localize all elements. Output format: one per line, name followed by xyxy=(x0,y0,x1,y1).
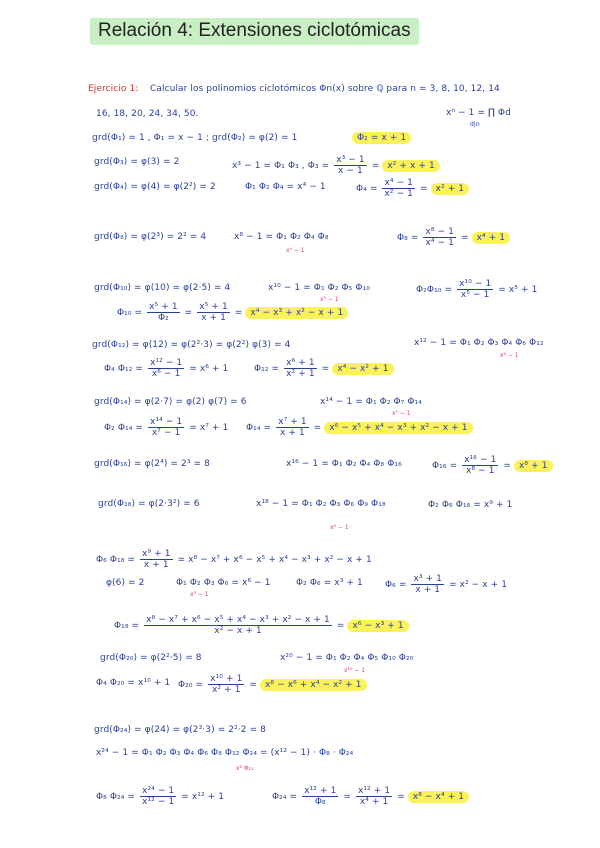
line-phi14-relation: x¹⁴ − 1 = Φ₁ Φ₂ Φ₇ Φ₁₄ xyxy=(320,397,422,407)
annotation-phi12: x⁶ − 1 xyxy=(500,352,519,359)
line-phi20-relation: x²⁰ − 1 = Φ₁ Φ₂ Φ₄ Φ₅ Φ₁₀ Φ₂₀ xyxy=(280,653,414,663)
fraction-phi4 xyxy=(382,178,415,199)
fraction-num: x¹² − 1 xyxy=(150,358,183,368)
fraction-num: x⁵ + 1 xyxy=(149,302,178,312)
fraction-den: x⁷ − 1 xyxy=(151,428,181,438)
line-grd-phi20: grd(Φ₂₀) = φ(2²·5) = 8 xyxy=(100,653,202,663)
fraction-num: x⁵ + 1 xyxy=(199,302,228,312)
phi2phi10-lhs: Φ₂Φ₁₀ = xyxy=(416,285,453,295)
phi2phi14-lhs: Φ₂ Φ₁₄ = xyxy=(104,423,144,433)
line-phi4-result: Φ₄ = $\frac{\text{x⁴ − 1}}{\text{x² − 1}}$ = x² + 1 xyxy=(356,178,469,199)
line-phi14-result: Φ₁₄ = $\frac{\text{x⁷ + 1}}{x + 1}$ = x⁶ − x⁵ + x⁴ − x³ + x² − x + 1 xyxy=(246,417,473,438)
line-phi18-relation: x¹⁸ − 1 = Φ₁ Φ₂ Φ₃ Φ₆ Φ₉ Φ₁₈ xyxy=(256,499,386,509)
fraction-num: x¹² + 1 xyxy=(358,786,391,796)
line-grd-phi10: grd(Φ₁₀) = φ(10) = φ(2·5) = 4 xyxy=(94,283,231,293)
fraction-num: x¹⁶ − 1 xyxy=(464,455,497,465)
line-phi8phi24 xyxy=(96,786,224,807)
phi20-lhs: Φ₂₀ = xyxy=(178,680,204,690)
fraction-den: x⁵ − 1 xyxy=(460,290,490,300)
fraction-den: Φ₂ xyxy=(157,313,169,323)
product-formula: xⁿ − 1 = ∏ Φd xyxy=(446,108,511,118)
fraction-num: x⁸ − 1 xyxy=(425,227,454,237)
page-title: Relación 4: Extensiones ciclotómicas xyxy=(90,18,419,45)
phi16-lhs: Φ₁₆ = xyxy=(432,461,458,471)
result-phi20: x⁸ − x⁶ + x⁴ − x² + 1 xyxy=(260,679,367,691)
line-grd-phi3: grd(Φ₃) = φ(3) = 2 xyxy=(94,157,180,167)
fraction-phi10-b xyxy=(197,302,230,323)
phi6phi18-lhs: Φ₆ Φ₁₈ = xyxy=(96,555,136,565)
fraction-den: x + 1 xyxy=(415,585,441,595)
result-phi24: x⁸ − x⁴ + 1 xyxy=(408,791,469,803)
fraction-phi3 xyxy=(334,155,367,176)
line-phi12-relation: x¹² − 1 = Φ₁ Φ₂ Φ₃ Φ₄ Φ₆ Φ₁₂ xyxy=(414,338,544,348)
fraction-num: x¹² + 1 xyxy=(304,786,337,796)
annotation-phi6: x³ − 1 xyxy=(190,591,209,598)
fraction-den: x − 1 xyxy=(338,166,363,176)
line-phi4phi20: Φ₄ Φ₂₀ = x¹⁰ + 1 xyxy=(96,678,171,688)
line-phi24-relation: x²⁴ − 1 = Φ₁ Φ₂ Φ₃ Φ₄ Φ₆ Φ₈ Φ₁₂ Φ₂₄ = (x¹² − 1) · Φ₈ · Φ₂₄ xyxy=(96,748,354,758)
line-phi10-result: Φ₁₀ = $\frac{\text{x⁵ + 1}}{\text{Φ₂}}$ = $\frac{\text{x⁵ + 1}}{x + 1}$ = x⁴ − x³ + x² − x + 1 xyxy=(117,302,348,323)
annotation-phi20: x¹⁰ − 1 xyxy=(344,667,366,674)
line-phi1-phi2: grd(Φ₁) = 1 , Φ₁ = x − 1 ; grd(Φ₂) = φ(2) = 1 xyxy=(92,133,298,143)
line-phi10-relation: x¹⁰ − 1 = Φ₁ Φ₂ Φ₅ Φ₁₀ xyxy=(268,283,370,293)
fraction-den: x + 1 xyxy=(201,313,226,323)
fraction-phi6phi18 xyxy=(140,549,173,570)
phi8phi24-rhs: = x¹² + 1 xyxy=(181,792,225,802)
exercise-statement-cont: 16, 18, 20, 24, 34, 50. xyxy=(96,109,199,119)
line-phi18-result xyxy=(114,615,409,636)
equals-sign: = xyxy=(249,680,258,690)
fraction-num: x⁸ − x⁷ + x⁶ − x⁵ + x⁴ − x³ + x² − x + 1 xyxy=(146,615,330,625)
fraction-den: x⁴ − 1 xyxy=(425,238,454,248)
fraction-phi10-a xyxy=(147,302,180,323)
annotation-phi18: x⁹ − 1 xyxy=(330,524,349,531)
line-phi24-result: Φ₂₄ = $\frac{\text{x¹² + 1}}{\text{Φ₈}}$ = $\frac{\text{x¹² + 1}}{\text{x⁴ + 1}}$ = x⁸ − x⁴ + 1 xyxy=(272,786,469,807)
line-phi2phi6: Φ₂ Φ₆ = x³ + 1 xyxy=(296,578,363,588)
fraction-den: x² + 1 xyxy=(212,685,241,695)
fraction-num: x⁶ + 1 xyxy=(286,358,315,368)
phi6phi18-rhs: = x⁸ − x⁷ + x⁶ − x⁵ + x⁴ − x³ + x² − x + 1 xyxy=(177,555,372,565)
fraction-phi12-a xyxy=(148,358,184,379)
fraction-den: x⁶ − 1 xyxy=(151,369,181,379)
fraction-den: x + 1 xyxy=(280,428,305,438)
line-phi20-result xyxy=(178,674,367,695)
fraction-num: x³ + 1 xyxy=(413,574,442,584)
fraction-phi24-c xyxy=(356,786,392,807)
equals-sign: = xyxy=(336,621,345,631)
line-grd-phi12: grd(Φ₁₂) = φ(12) = φ(2²·3) = φ(2²) φ(3) = 4 xyxy=(92,340,291,350)
phi18-lhs: Φ₁₈ = xyxy=(114,621,140,631)
fraction-num: x¹⁰ − 1 xyxy=(459,279,492,289)
fraction-phi8 xyxy=(423,227,456,248)
fraction-num: x¹⁰ + 1 xyxy=(210,674,243,684)
line-phi8-relation: x⁸ − 1 = Φ₁ Φ₂ Φ₄ Φ₈ xyxy=(234,232,329,242)
phi10-lhs: Φ₁₀ = xyxy=(117,308,143,318)
line-phi6-value: φ(6) = 2 xyxy=(106,578,145,588)
line-phi16-relation: x¹⁶ − 1 = Φ₁ Φ₂ Φ₄ Φ₈ Φ₁₆ xyxy=(286,459,402,469)
fraction-num: x²⁴ − 1 xyxy=(142,786,175,796)
phi24-lhs: Φ₂₄ = xyxy=(272,792,298,802)
line-grd-phi24: grd(Φ₂₄) = φ(24) = φ(2³·3) = 2²·2 = 8 xyxy=(94,725,266,735)
fraction-den: x² − x + 1 xyxy=(214,626,262,636)
line-phi2phi10 xyxy=(416,279,537,300)
line-phi6-relation: Φ₁ Φ₂ Φ₃ Φ₆ = x⁶ − 1 xyxy=(176,578,271,588)
equals-sign: = xyxy=(371,161,380,171)
line-phi3-relation xyxy=(232,155,440,176)
fraction-phi24-b xyxy=(302,786,338,807)
fraction-phi16 xyxy=(462,455,498,476)
result-phi16: x⁸ + 1 xyxy=(514,460,553,472)
fraction-phi12-b xyxy=(284,358,317,379)
fraction-den: x + 1 xyxy=(143,560,169,570)
result-phi2: Φ₂ = x + 1 xyxy=(352,132,411,144)
phi4-lhs: Φ₄ = xyxy=(356,184,378,194)
fraction-den: x⁸ − 1 xyxy=(466,466,495,476)
product-formula-subscript: d|n xyxy=(470,121,480,128)
line-phi6phi18 xyxy=(96,549,372,570)
line-phi12-result: Φ₁₂ = $\frac{\text{x⁶ + 1}}{\text{x² + 1}}$ = x⁴ − x² + 1 xyxy=(254,358,394,379)
exercise-label: Ejercicio 1: xyxy=(88,84,139,94)
line-phi3-lhs: x³ − 1 = Φ₁ Φ₃ , Φ₃ = xyxy=(232,161,330,171)
line-phi16-result: Φ₁₆ = $\frac{\text{x¹⁶ − 1}}{\text{x⁸ − 1}}$ = x⁸ + 1 xyxy=(432,455,553,476)
line-phi4phi12 xyxy=(104,358,228,379)
result-phi12: x⁴ − x² + 1 xyxy=(332,363,393,375)
line-grd-phi4: grd(Φ₄) = φ(4) = φ(2²) = 2 xyxy=(94,182,216,192)
phi8-lhs: Φ₈ = xyxy=(397,233,419,243)
fraction-num: x⁹ + 1 xyxy=(142,549,171,559)
line-phi6-result xyxy=(385,574,507,595)
line-phi2phi14 xyxy=(104,417,228,438)
phi6-lhs: Φ₆ = xyxy=(385,580,407,590)
fraction-den: x⁴ + 1 xyxy=(359,797,389,807)
phi2phi10-rhs: = x⁵ + 1 xyxy=(498,285,538,295)
line-phi8-result: Φ₈ = $\frac{\text{x⁸ − 1}}{\text{x⁴ − 1}}$ = x⁴ + 1 xyxy=(397,227,510,248)
phi6-rhs: = x² − x + 1 xyxy=(448,580,508,590)
fraction-num: x¹⁴ − 1 xyxy=(150,417,183,427)
fraction-phi20 xyxy=(208,674,244,695)
exercise-statement: Calcular los polinomios ciclotómicos Φn(x) sobre ℚ para n = 3, 8, 10, 12, 14 xyxy=(150,84,500,94)
result-phi3: x² + x + 1 xyxy=(382,160,440,172)
fraction-den: x² + 1 xyxy=(286,369,315,379)
fraction-phi14-b xyxy=(276,417,309,438)
fraction-num: x⁷ + 1 xyxy=(278,417,307,427)
annotation-phi10: x⁵ − 1 xyxy=(320,296,339,303)
result-phi4: x² + 1 xyxy=(431,183,470,195)
fraction-den: x² − 1 xyxy=(384,189,413,199)
result-phi10: x⁴ − x³ + x² − x + 1 xyxy=(245,307,348,319)
annotation-phi24: x⁸ Φ₁₂ xyxy=(236,765,254,772)
line-phi4-relation: Φ₁ Φ₂ Φ₄ = x⁴ − 1 xyxy=(245,182,326,192)
fraction-phi24-a xyxy=(140,786,176,807)
line-grd-phi14: grd(Φ₁₄) = φ(2·7) = φ(2) φ(7) = 6 xyxy=(94,397,247,407)
fraction-den: x¹² − 1 xyxy=(142,797,175,807)
fraction-phi6 xyxy=(411,574,444,595)
annotation-phi14: x⁷ − 1 xyxy=(392,410,411,417)
fraction-phi10 xyxy=(457,279,493,300)
phi12-lhs: Φ₁₂ = xyxy=(254,364,280,374)
phi4phi12-rhs: = x⁶ + 1 xyxy=(189,364,229,374)
fraction-num: x⁴ − 1 xyxy=(384,178,413,188)
phi2phi14-rhs: = x⁷ + 1 xyxy=(189,423,229,433)
line-grd-phi18: grd(Φ₁₈) = φ(2·3²) = 6 xyxy=(98,499,200,509)
line-grd-phi16: grd(Φ₁₆) = φ(2⁴) = 2³ = 8 xyxy=(94,459,210,469)
result-phi18: x⁶ − x³ + 1 xyxy=(347,620,408,632)
fraction-phi18 xyxy=(144,615,332,636)
annotation-phi8: x⁴ − 1 xyxy=(286,247,305,254)
result-phi8: x⁴ + 1 xyxy=(472,232,511,244)
line-grd-phi8: grd(Φ₈) = φ(2³) = 2² = 4 xyxy=(94,232,207,242)
phi8phi24-lhs: Φ₈ Φ₂₄ = xyxy=(96,792,136,802)
result-phi14: x⁶ − x⁵ + x⁴ − x³ + x² − x + 1 xyxy=(324,422,472,434)
phi4phi12-lhs: Φ₄ Φ₁₂ = xyxy=(104,364,144,374)
phi14-lhs: Φ₁₄ = xyxy=(246,423,272,433)
fraction-phi14-a xyxy=(148,417,184,438)
fraction-den: Φ₈ xyxy=(314,797,326,807)
line-phi2phi6phi18: Φ₂ Φ₆ Φ₁₈ = x⁹ + 1 xyxy=(428,500,513,510)
fraction-num: x³ − 1 xyxy=(336,155,365,165)
